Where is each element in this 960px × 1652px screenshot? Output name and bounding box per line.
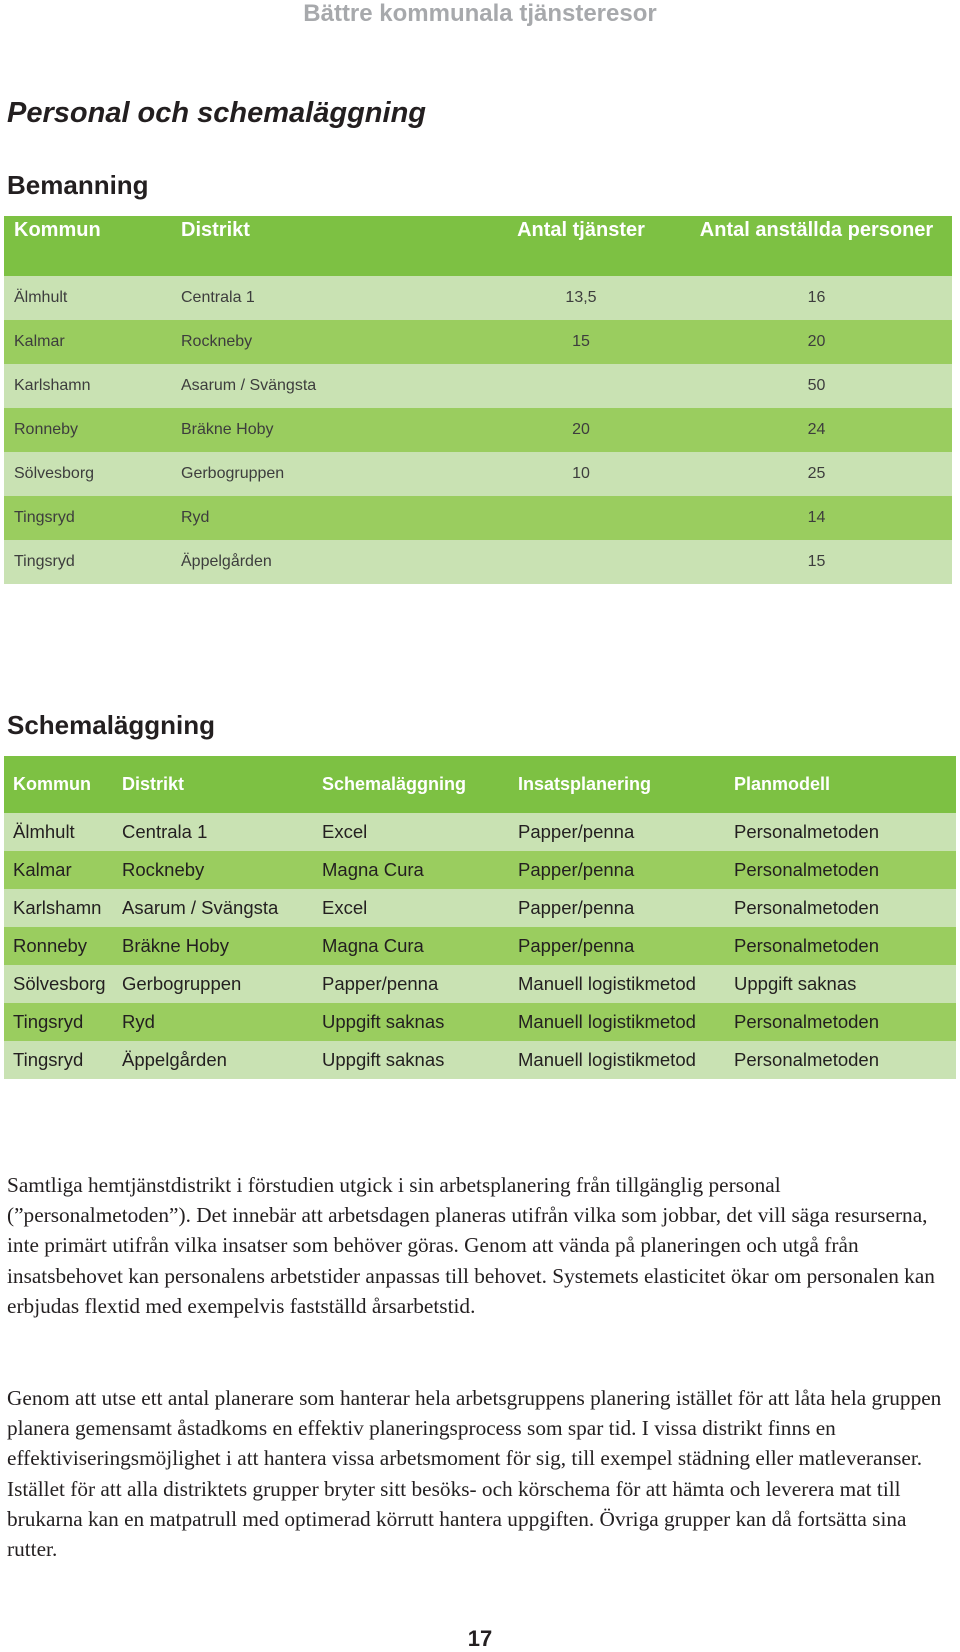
cell-distrikt: Asarum / Svängsta <box>181 377 317 394</box>
cell-insatsplanering: Papper/penna <box>518 821 635 842</box>
column-header-planmodell: Planmodell <box>734 774 831 794</box>
chapter-title: Personal och schemaläggning <box>7 97 426 129</box>
cell-planmodell: Personalmetoden <box>734 859 880 880</box>
schemalaggning-header-row <box>4 756 956 813</box>
cell-antal-anstallda: 24 <box>807 421 826 438</box>
cell-distrikt: Äppelgården <box>181 553 272 570</box>
cell-kommun: Ronneby <box>14 421 79 438</box>
cell-kommun: Kalmar <box>13 859 72 880</box>
cell-insatsplanering: Manuell logistikmetod <box>518 973 696 994</box>
cell-antal-tjanster <box>481 364 681 408</box>
table-row <box>4 364 952 408</box>
cell-planmodell: Uppgift saknas <box>734 973 857 994</box>
column-header-schemalaggning: Schemaläggning <box>322 774 467 794</box>
table-row <box>4 889 956 927</box>
cell-kommun: Karlshamn <box>13 897 102 918</box>
bemanning-table <box>4 216 952 584</box>
cell-distrikt: Ryd <box>122 1011 155 1032</box>
table-row <box>4 408 952 452</box>
cell-distrikt: Rockneby <box>122 859 205 880</box>
table-row <box>4 496 952 540</box>
table-row <box>4 851 956 889</box>
cell-kommun: Tingsryd <box>13 1049 84 1070</box>
cell-distrikt: Ryd <box>181 509 210 526</box>
cell-kommun: Sölvesborg <box>13 973 106 994</box>
cell-insatsplanering: Papper/penna <box>518 859 635 880</box>
page-number: 17 <box>467 1626 493 1651</box>
cell-schemalaggning: Magna Cura <box>322 935 424 956</box>
bemanning-header-row <box>4 216 952 276</box>
cell-antal-tjanster: 13,5 <box>565 289 597 306</box>
table-row <box>4 813 956 851</box>
cell-insatsplanering: Papper/penna <box>518 935 635 956</box>
cell-kommun: Karlshamn <box>14 377 91 394</box>
cell-kommun: Älmhult <box>14 289 68 306</box>
cell-planmodell: Personalmetoden <box>734 1049 880 1070</box>
cell-schemalaggning: Excel <box>322 897 368 918</box>
cell-antal-anstallda: 20 <box>807 333 826 350</box>
cell-distrikt: Bräkne Hoby <box>122 935 229 956</box>
cell-antal-tjanster <box>481 540 681 584</box>
cell-planmodell: Personalmetoden <box>734 935 880 956</box>
table-row <box>4 1003 956 1041</box>
cell-distrikt: Centrala 1 <box>181 289 255 306</box>
cell-antal-anstallda: 15 <box>807 553 826 570</box>
table-row <box>4 1041 956 1079</box>
schemalaggning-heading: Schemaläggning <box>7 710 216 740</box>
table-row <box>4 320 952 364</box>
cell-insatsplanering: Papper/penna <box>518 897 635 918</box>
cell-distrikt: Äppelgården <box>122 1049 227 1070</box>
column-header-distrikt: Distrikt <box>181 219 250 241</box>
cell-kommun: Sölvesborg <box>14 465 95 482</box>
schemalaggning-table <box>4 756 956 1079</box>
cell-distrikt: Rockneby <box>181 333 253 350</box>
column-header-kommun: Kommun <box>14 219 101 241</box>
table-row <box>4 276 952 320</box>
table-row <box>4 540 952 584</box>
cell-planmodell: Personalmetoden <box>734 897 880 918</box>
body-paragraph-2: Genom att utse ett antal planerare som hanterar hela arbetsgruppens planering istället för att låta hela gruppen planera gemensamt åstadkoms en effektiv planeringsprocess som spar tid. I vissa distrikt finns en effektiviseringsmöjlighet i att hantera vissa arbetsmoment för sig, till exempel städning eller matleveranser. Istället för att alla distriktets grupper bryter sitt besöks- och körschema för att hämta och leverera mat till brukarna kan en matpatrull med optimerad körrutt hantera uppgiften. Övriga grupper kan då fortsätta sina rutter. <box>7 1386 942 1562</box>
column-header-antal-anstallda: Antal anställda personer <box>699 219 934 241</box>
cell-schemalaggning: Uppgift saknas <box>322 1011 445 1032</box>
cell-antal-tjanster <box>481 496 681 540</box>
column-header-distrikt: Distrikt <box>122 774 185 794</box>
cell-insatsplanering: Manuell logistikmetod <box>518 1049 696 1070</box>
cell-schemalaggning: Uppgift saknas <box>322 1049 445 1070</box>
cell-distrikt: Centrala 1 <box>122 821 208 842</box>
cell-distrikt: Gerbogruppen <box>122 973 242 994</box>
column-header-antal-tjanster: Antal tjänster <box>517 219 645 241</box>
cell-antal-anstallda: 50 <box>807 377 826 394</box>
cell-distrikt: Asarum / Svängsta <box>122 897 279 918</box>
running-head: Bättre kommunala tjänsteresor <box>303 0 657 27</box>
table-row <box>4 452 952 496</box>
cell-kommun: Kalmar <box>14 333 65 350</box>
cell-planmodell: Personalmetoden <box>734 821 880 842</box>
cell-antal-tjanster: 20 <box>572 421 590 438</box>
table-row <box>4 965 956 1003</box>
cell-kommun: Tingsryd <box>14 509 75 526</box>
body-paragraph-1: Samtliga hemtjänstdistrikt i förstudien utgick i sin arbetsplanering från tillgänglig personal (”personalmetoden”). Det innebär att arbetsdagen planeras utifrån vilka som jobbar, det vill säga resurserna, inte primärt utifrån vilka insatser som behöver göras. Genom att vända på planeringen och utgå från insatsbehovet kan personalens arbetstider anpassas till behovet. Systemets elasticitet ökar om personalen kan erbjudas flextid med exempelvis fastställd årsarbetstid. <box>7 1173 935 1318</box>
column-header-insatsplanering: Insatsplanering <box>518 774 652 794</box>
column-header-kommun: Kommun <box>13 774 91 794</box>
cell-antal-tjanster: 15 <box>572 333 590 350</box>
cell-planmodell: Personalmetoden <box>734 1011 880 1032</box>
cell-schemalaggning: Excel <box>322 821 368 842</box>
cell-kommun: Tingsryd <box>14 553 75 570</box>
cell-insatsplanering: Manuell logistikmetod <box>518 1011 696 1032</box>
cell-distrikt: Gerbogruppen <box>181 465 285 482</box>
table-row <box>4 927 956 965</box>
cell-kommun: Älmhult <box>13 821 75 842</box>
cell-kommun: Tingsryd <box>13 1011 84 1032</box>
cell-schemalaggning: Papper/penna <box>322 973 439 994</box>
cell-schemalaggning: Magna Cura <box>322 859 424 880</box>
cell-antal-anstallda: 14 <box>807 509 826 526</box>
cell-antal-tjanster: 10 <box>572 465 590 482</box>
cell-antal-anstallda: 25 <box>807 465 826 482</box>
bemanning-heading: Bemanning <box>7 170 149 200</box>
cell-kommun: Ronneby <box>13 935 88 956</box>
cell-antal-anstallda: 16 <box>807 289 826 306</box>
cell-distrikt: Bräkne Hoby <box>181 421 274 438</box>
